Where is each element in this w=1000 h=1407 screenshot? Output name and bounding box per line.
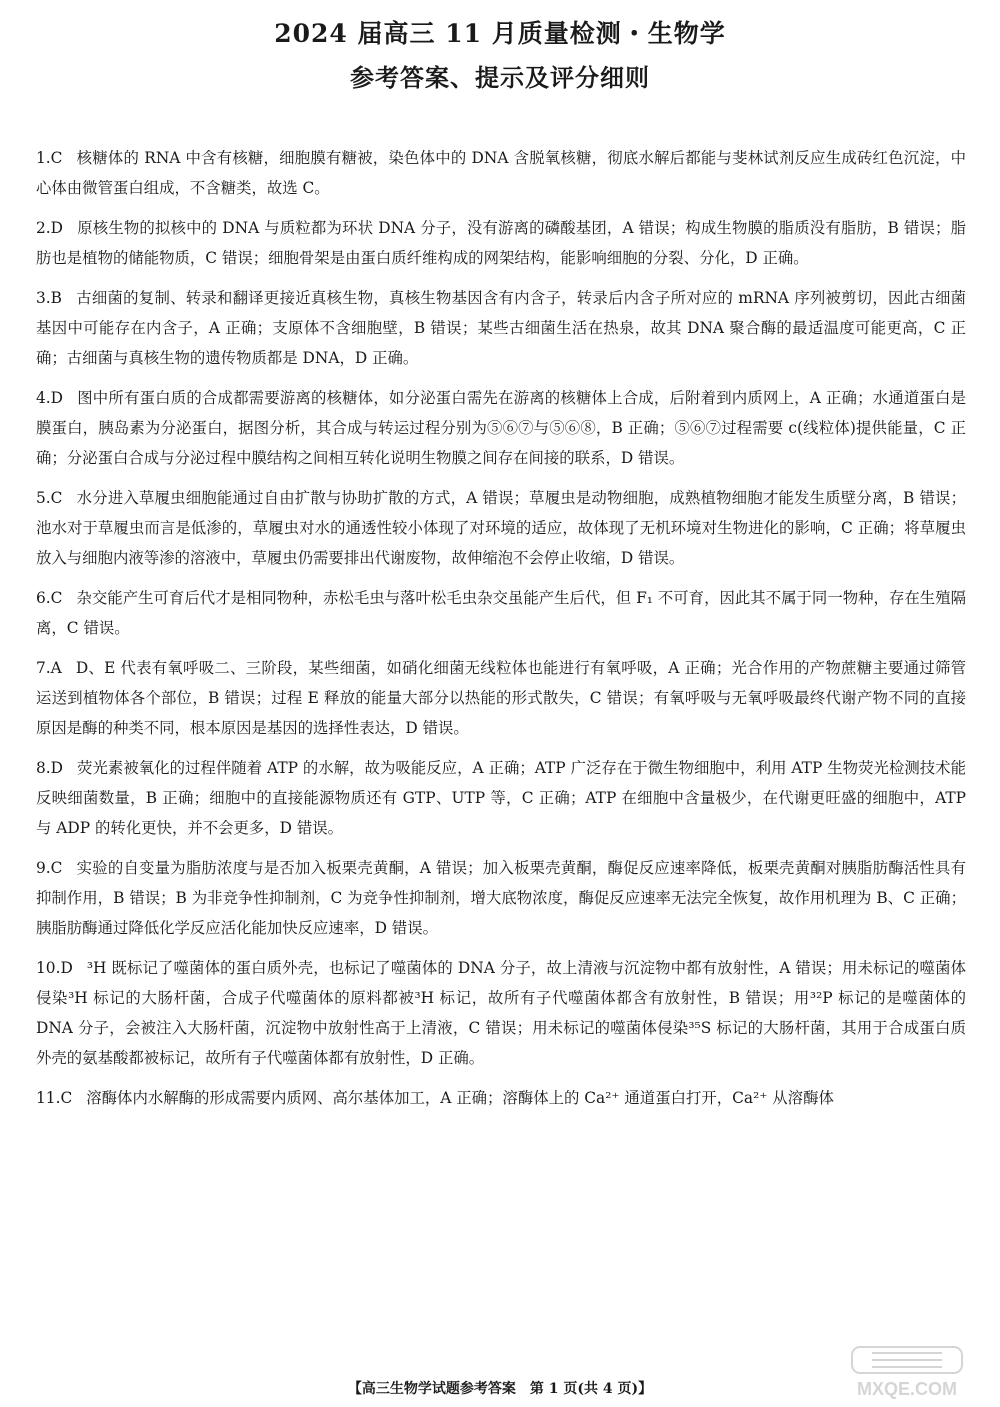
answer-number: 9.C [36, 859, 63, 877]
watermark-text: MXQE.COM [856, 1379, 958, 1399]
answer-explanation: 溶酶体内水解酶的形成需要内质网、高尔基体加工，A 正确；溶酶体上的 Ca²⁺ 通道蛋白打开，Ca²⁺ 从溶酶体 [86, 1089, 834, 1107]
answer-number: 6.C [36, 589, 63, 607]
answer-explanation: 杂交能产生可育后代才是相同物种，赤松毛虫与落叶松毛虫杂交虽能产生后代，但 F₁ 不可育，因此其不属于同一物种，存在生殖隔离，C 错误。 [36, 589, 966, 637]
document-title: 2024 届高三 11 月质量检测・生物学 [274, 19, 726, 48]
answer-number: 7.A [36, 659, 62, 677]
watermark-badge-icon [852, 1347, 962, 1373]
answer-explanation: 图中所有蛋白质的合成都需要游离的核糖体，如分泌蛋白需先在游离的核糖体上合成，后附着到内质网上，A 正确；水通道蛋白是膜蛋白，胰岛素为分泌蛋白，据图分析，其合成与转运过程分别为⑤⑥⑦与⑤⑥⑧，B 正确；⑤⑥⑦过程需要 c(线粒体)提供能量，C 正确；分泌蛋白合成与分泌过程中膜结构之间相互转化说明生物膜之间存在间接的联系，D 错误。 [36, 389, 966, 467]
answer-number: 4.D [36, 389, 64, 407]
answer-explanation: 荧光素被氧化的过程伴随着 ATP 的水解，故为吸能反应，A 正确；ATP 广泛存在于微生物细胞中，利用 ATP 生物荧光检测技术能反映细菌数量，B 正确；细胞中的直接能源物质还有 GTP、UTP 等，C 正确；ATP 在细胞中含量极少，在代谢更旺盛的细胞中，ATP 与 ADP 的转化更快，并不会更多，D 错误。 [36, 759, 966, 837]
answer-explanation: 古细菌的复制、转录和翻译更接近真核生物，真核生物基因含有内含子，转录后内含子所对应的 mRNA 序列被剪切，因此古细菌基因中可能存在内含子，A 正确；支原体不含细胞壁，B 错误；某些古细菌生活在热泉，故其 DNA 聚合酶的最适温度可能更高，C 正确；古细菌与真核生物的遗传物质都是 DNA，D 正确。 [36, 289, 966, 367]
answer-number: 1.C [36, 149, 63, 167]
answer-number: 8.D [36, 759, 64, 777]
answer-number: 2.D [36, 219, 64, 237]
answer-explanation: D、E 代表有氧呼吸二、三阶段，某些细菌，如硝化细菌无线粒体也能进行有氧呼吸，A 正确；光合作用的产物蔗糖主要通过筛管运送到植物体各个部位，B 错误；过程 E 释放的能量大部分以热能的形式散失，C 错误；有氧呼吸与无氧呼吸最终代谢产物不同的直接原因是酶的种类不同，根本原因是基因的选择性表达，D 错误。 [36, 659, 966, 737]
answer-explanation: 实验的自变量为脂肪浓度与是否加入板栗壳黄酮，A 错误；加入板栗壳黄酮，酶促反应速率降低，板栗壳黄酮对胰脂肪酶活性具有抑制作用，B 错误；B 为非竞争性抑制剂，C 为竞争性抑制剂，增大底物浓度，酶促反应速率无法完全恢复，故作用机理为 B、C 正确；胰脂肪酶通过降低化学反应活化能加快反应速率，D 错误。 [36, 859, 966, 937]
answer-item [36, 853, 966, 943]
answer-number: 5.C [36, 489, 63, 507]
answer-item [36, 383, 966, 473]
answer-number: 10.D [36, 959, 73, 977]
answer-number: 3.B [36, 289, 62, 307]
answer-number: 11.C [36, 1089, 73, 1107]
answer-explanation: 水分进入草履虫细胞能通过自由扩散与协助扩散的方式，A 错误；草履虫是动物细胞，成熟植物细胞才能发生质壁分离，B 错误；池水对于草履虫而言是低渗的，草履虫对水的通透性较小体现了对环境的适应，故体现了无机环境对生物进化的影响，C 正确；将草履虫放入与细胞内液等渗的溶液中，草履虫仍需要排出代谢废物，故伸缩泡不会停止收缩，D 错误。 [36, 489, 966, 567]
answer-list [36, 143, 966, 1123]
answer-item [36, 1083, 966, 1113]
answer-item [36, 583, 966, 643]
page-footer: 【高三生物学试题参考答案 第 1 页(共 4 页)】 [347, 1381, 653, 1397]
answer-item [36, 143, 966, 203]
answer-explanation: 原核生物的拟核中的 DNA 与质粒都为环状 DNA 分子，没有游离的磷酸基团，A 错误；构成生物膜的脂质没有脂肪，B 错误；脂肪也是植物的储能物质，C 错误；细胞骨架是由蛋白质纤维构成的网架结构，能影响细胞的分裂、分化，D 正确。 [36, 219, 966, 267]
answer-item [36, 653, 966, 743]
answer-item [36, 753, 966, 843]
answer-item [36, 283, 966, 373]
document-subtitle: 参考答案、提示及评分细则 [350, 63, 650, 92]
answer-explanation: ³H 既标记了噬菌体的蛋白质外壳，也标记了噬菌体的 DNA 分子，故上清液与沉淀物中都有放射性，A 错误；用未标记的噬菌体侵染³H 标记的大肠杆菌，合成子代噬菌体的原料都被³H 标记，故所有子代噬菌体都含有放射性，B 错误；用³²P 标记的是噬菌体的 DNA 分子，会被注入大肠杆菌，沉淀物中放射性高于上清液，C 错误；用未标记的噬菌体侵染³⁵S 标记的大肠杆菌，其用于合成蛋白质外壳的氨基酸都被标记，故所有子代噬菌体都有放射性，D 正确。 [36, 959, 966, 1067]
answer-item [36, 953, 966, 1073]
answer-item [36, 483, 966, 573]
answer-explanation: 核糖体的 RNA 中含有核糖，细胞膜有糖被，染色体中的 DNA 含脱氧核糖，彻底水解后都能与斐林试剂反应生成砖红色沉淀，中心体由微管蛋白组成，不含糖类，故选 C。 [36, 149, 966, 197]
answer-item [36, 213, 966, 273]
watermark-logo [832, 1343, 982, 1401]
